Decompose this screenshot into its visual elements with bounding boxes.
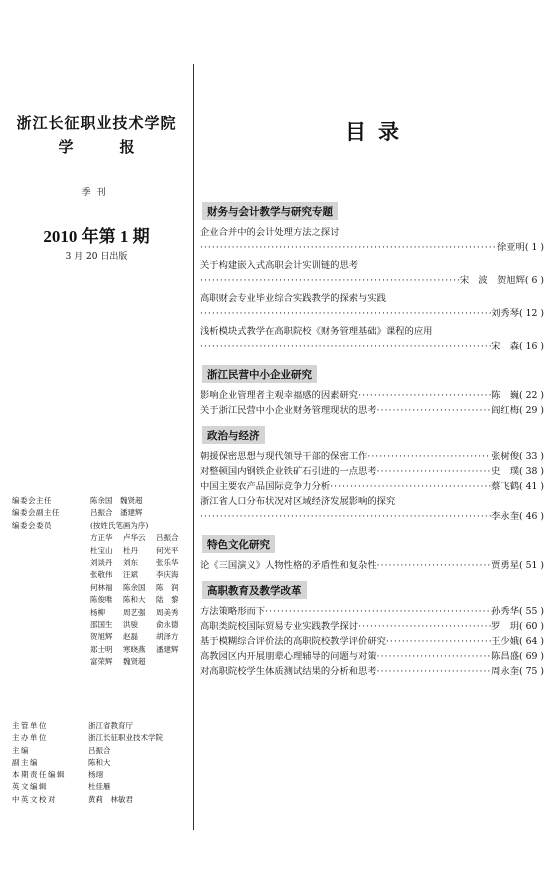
journal-title: 浙江长征职业技术学院 <box>16 114 177 132</box>
toc-entry[interactable] <box>200 258 544 288</box>
toc-entry[interactable] <box>200 494 544 524</box>
article-leader-line <box>200 403 544 418</box>
article-author: 阎红梅 <box>491 405 519 416</box>
editorial-role: 编委会主任 <box>12 496 52 505</box>
article-leader-line <box>200 306 544 321</box>
toc-entry[interactable] <box>200 479 544 494</box>
board-member-name: 方正华 <box>90 533 113 543</box>
board-member-name: 刘谈丹 <box>90 558 113 568</box>
publication-row <box>12 781 190 793</box>
article-author: 李永奎 <box>491 511 519 522</box>
section-header: 浙江民营中小企业研究 <box>202 365 317 383</box>
editorial-role: 编委会委员 <box>12 520 52 530</box>
article-author: 宋 森 <box>491 341 519 352</box>
spacer <box>200 679 544 683</box>
dot-leader <box>200 509 491 524</box>
publication-row <box>12 720 190 732</box>
publication-row <box>12 794 190 806</box>
article-leader-line <box>200 479 544 494</box>
article-author: 王少娥 <box>491 636 519 647</box>
article-author: 孙秀华 <box>491 606 519 617</box>
article-title: 关于构建嵌入式高职会计实训链的思考 <box>200 260 359 271</box>
publication-role: 主办单位 <box>12 733 48 743</box>
article-page: ( 1 ) <box>524 242 544 253</box>
toc-entry[interactable] <box>200 558 544 573</box>
board-member-name: 洪骏 <box>123 620 138 630</box>
article-page: ( 46 ) <box>519 511 544 522</box>
publication-value: 吕振合 <box>88 745 111 755</box>
board-member-name: 汪斌 <box>123 570 138 580</box>
article-leader-line <box>200 558 544 573</box>
article-leader-line <box>200 619 544 634</box>
issue-number: 2010 年第 1 期 <box>43 227 150 246</box>
board-member-name: 何光平 <box>156 545 179 555</box>
article-title: 浅析模块式教学在高职院校《财务管理基础》课程的应用 <box>200 326 433 337</box>
article-author: 周永奎 <box>491 666 519 677</box>
dot-leader <box>377 664 491 679</box>
journal-subtitle-part: 学 <box>58 138 74 156</box>
article-page: ( 6 ) <box>524 275 544 286</box>
board-member-name: 魏贤超 <box>123 657 146 667</box>
board-member-name: 贺旭辉 <box>90 632 113 642</box>
board-member-name: 张敬伟 <box>90 570 113 580</box>
board-member-name: 吕振合 <box>156 533 179 543</box>
toc-title: 目录 <box>345 119 411 144</box>
publication-value: 杜佳雁 <box>88 782 111 792</box>
board-member-name: 李庆海 <box>156 570 179 580</box>
dot-leader <box>265 604 491 619</box>
section-header: 特色文化研究 <box>202 535 275 553</box>
article-title: 中国主要农产品国际竞争力分析 <box>200 481 331 492</box>
article-title: 方法策略形而下 <box>200 606 266 617</box>
article-leader-line <box>200 449 544 464</box>
publication-row <box>12 745 190 757</box>
board-member-name: 寒晓燕 <box>123 644 146 654</box>
dot-leader <box>200 339 491 354</box>
toc-entry[interactable] <box>200 225 544 255</box>
toc-section <box>200 361 544 422</box>
board-members <box>90 532 190 668</box>
toc-entry[interactable] <box>200 464 544 479</box>
publication-value: 陈和大 <box>88 757 111 767</box>
article-author: 张树俊 <box>491 451 519 462</box>
article-page: ( 75 ) <box>519 666 544 677</box>
article-page: ( 12 ) <box>519 308 544 319</box>
toc-entry[interactable] <box>200 449 544 464</box>
board-member-name: 赵磊 <box>123 632 138 642</box>
article-author: 刘秀琴 <box>491 308 519 319</box>
publication-value: 浙江省教育厅 <box>88 721 133 730</box>
article-page: ( 51 ) <box>519 560 544 571</box>
article-title: 基于模糊综合评价法的高职院校教学评价研究 <box>200 636 386 647</box>
publication-role: 副主编 <box>12 757 39 767</box>
publication-role: 本期责任编辑 <box>12 770 66 780</box>
toc-section <box>200 577 544 683</box>
article-leader-line <box>200 634 544 649</box>
toc-entry[interactable] <box>200 388 544 403</box>
article-author: 徐亚明 <box>497 242 525 253</box>
article-page: ( 60 ) <box>519 621 544 632</box>
dot-leader <box>386 634 491 649</box>
article-leader-line <box>200 339 544 354</box>
publication-row <box>12 769 190 781</box>
board-member-name: 郑士明 <box>90 644 113 654</box>
article-leader-line <box>200 464 544 479</box>
article-title: 高职类院校国际贸易专业实践教学探讨 <box>200 621 359 632</box>
toc-section <box>200 531 544 577</box>
article-leader-line <box>200 509 544 524</box>
article-page: ( 29 ) <box>519 405 544 416</box>
article-page: ( 16 ) <box>519 341 544 352</box>
toc-entry[interactable] <box>200 619 544 634</box>
board-member-name: 杜宝山 <box>90 545 113 555</box>
section-header: 财务与会计教学与研究专题 <box>202 202 338 220</box>
article-author: 罗 玥 <box>491 621 519 632</box>
article-leader-line <box>200 240 544 255</box>
board-member-name <box>156 656 189 668</box>
dot-leader <box>377 403 491 418</box>
toc-entry[interactable] <box>200 604 544 619</box>
column-divider <box>193 64 194 830</box>
board-member-name: 何林福 <box>90 582 113 592</box>
journal-subtitle <box>0 136 193 157</box>
article-author: 史 璞 <box>491 466 519 477</box>
toc-entry[interactable] <box>200 634 544 649</box>
dot-leader <box>377 649 491 664</box>
publication-value: 黄莉 林敏君 <box>88 794 133 804</box>
article-title: 关于浙江民营中小企业财务管理现状的思考 <box>200 405 377 416</box>
editorial-names: 陈余国 魏贤超 <box>90 496 143 505</box>
article-title: 朝援保密思想与现代领导干部的保密工作 <box>200 451 368 462</box>
article-leader-line <box>200 388 544 403</box>
dot-leader <box>200 240 497 255</box>
editorial-row <box>12 495 190 507</box>
dot-leader <box>200 306 491 321</box>
article-leader-line <box>200 664 544 679</box>
journal-subtitle-part: 报 <box>119 138 135 156</box>
publication-value: 杨翊 <box>88 770 103 780</box>
publication-row <box>12 732 190 744</box>
dot-leader <box>358 619 491 634</box>
board-member-name: 陈余国 <box>123 582 146 592</box>
section-header: 高职教育及教学改革 <box>202 581 307 599</box>
board-member-name: 卢华云 <box>123 533 146 543</box>
toc-entry[interactable] <box>200 324 544 354</box>
article-author: 陈昌盛 <box>491 651 519 662</box>
article-title: 论《三国演义》人物性格的矛盾性和复杂性 <box>200 560 377 571</box>
toc-section <box>200 422 544 531</box>
publication-row <box>12 757 190 769</box>
editorial-names: 吕振合 潘建辉 <box>90 508 143 518</box>
article-page: ( 38 ) <box>519 466 544 477</box>
board-member-name: 潘建辉 <box>156 644 179 654</box>
article-title: 对整顿国内钢铁企业铁矿石引进的一点思考 <box>200 466 377 477</box>
publication-value: 浙江长征职业技术学院 <box>88 733 163 743</box>
publication-info <box>12 720 190 806</box>
table-of-contents <box>200 198 544 683</box>
article-title: 高教园区内开展朋辈心理辅导的问题与对策 <box>200 651 377 662</box>
article-leader-line <box>200 649 544 664</box>
publication-frequency: 季刊 <box>81 188 112 198</box>
publication-role: 主编 <box>12 745 30 755</box>
dot-leader <box>330 479 491 494</box>
toc-section <box>200 198 544 361</box>
publication-role: 英文编辑 <box>12 782 48 792</box>
publication-date: 3 月 20 日出版 <box>65 252 128 262</box>
board-member-name: 胡泽方 <box>156 632 179 642</box>
article-title: 对高职院校学生体质测试结果的分析和思考 <box>200 666 377 677</box>
board-member-name: 陈俊唯 <box>90 595 113 605</box>
dot-leader <box>367 449 491 464</box>
article-page: ( 64 ) <box>519 636 544 647</box>
editorial-board <box>12 495 190 669</box>
publication-role: 中英文校对 <box>12 794 57 804</box>
article-author: 宋 波 贺旭辉 <box>459 275 525 286</box>
board-member-name: 陈和大 <box>123 595 146 605</box>
publication-role: 主管单位 <box>12 721 48 730</box>
article-title: 影响企业管理者主观幸福感的因素研究 <box>200 390 359 401</box>
board-member-name: 张乐华 <box>156 558 179 568</box>
editorial-row <box>12 507 190 519</box>
toc-entry[interactable] <box>200 291 544 321</box>
article-page: ( 69 ) <box>519 651 544 662</box>
board-member-name: 富荣辉 <box>90 657 113 667</box>
board-member-name: 刘东 <box>123 558 138 568</box>
board-member-name: 邵国生 <box>90 620 113 630</box>
dot-leader <box>377 464 491 479</box>
board-member-name: 周美秀 <box>156 607 179 617</box>
editorial-row <box>12 520 190 532</box>
article-title: 企业合并中的会计处理方法之探讨 <box>200 227 340 238</box>
board-member-name: 陆 黎 <box>156 595 179 605</box>
article-title: 高职财会专业毕业综合实践教学的探索与实践 <box>200 293 386 304</box>
editorial-role: 编委会副主任 <box>12 508 60 518</box>
article-leader-line <box>200 604 544 619</box>
article-author: 蔡飞鹤 <box>491 481 519 492</box>
board-member-name: 杨柳 <box>90 607 105 617</box>
toc-entry[interactable] <box>200 403 544 418</box>
article-author: 陈 巍 <box>491 390 519 401</box>
dot-leader <box>200 273 460 288</box>
toc-entry[interactable] <box>200 649 544 664</box>
section-header: 政治与经济 <box>202 426 265 444</box>
board-member-name: 杜丹 <box>123 545 138 555</box>
editorial-names: (按姓氏笔画为序) <box>90 520 149 530</box>
board-member-name: 陈 润 <box>156 582 179 592</box>
article-title: 浙江省人口分布状况对区域经济发展影响的探究 <box>200 496 396 507</box>
article-page: ( 22 ) <box>519 390 544 401</box>
dot-leader <box>377 558 491 573</box>
article-page: ( 33 ) <box>519 451 544 462</box>
board-member-name: 周艺强 <box>123 607 146 617</box>
article-page: ( 55 ) <box>519 606 544 617</box>
toc-entry[interactable] <box>200 664 544 679</box>
article-leader-line <box>200 273 544 288</box>
article-author: 贾勇星 <box>491 560 519 571</box>
article-page: ( 41 ) <box>519 481 544 492</box>
dot-leader <box>358 388 491 403</box>
board-member-name: 俞永德 <box>156 620 179 630</box>
